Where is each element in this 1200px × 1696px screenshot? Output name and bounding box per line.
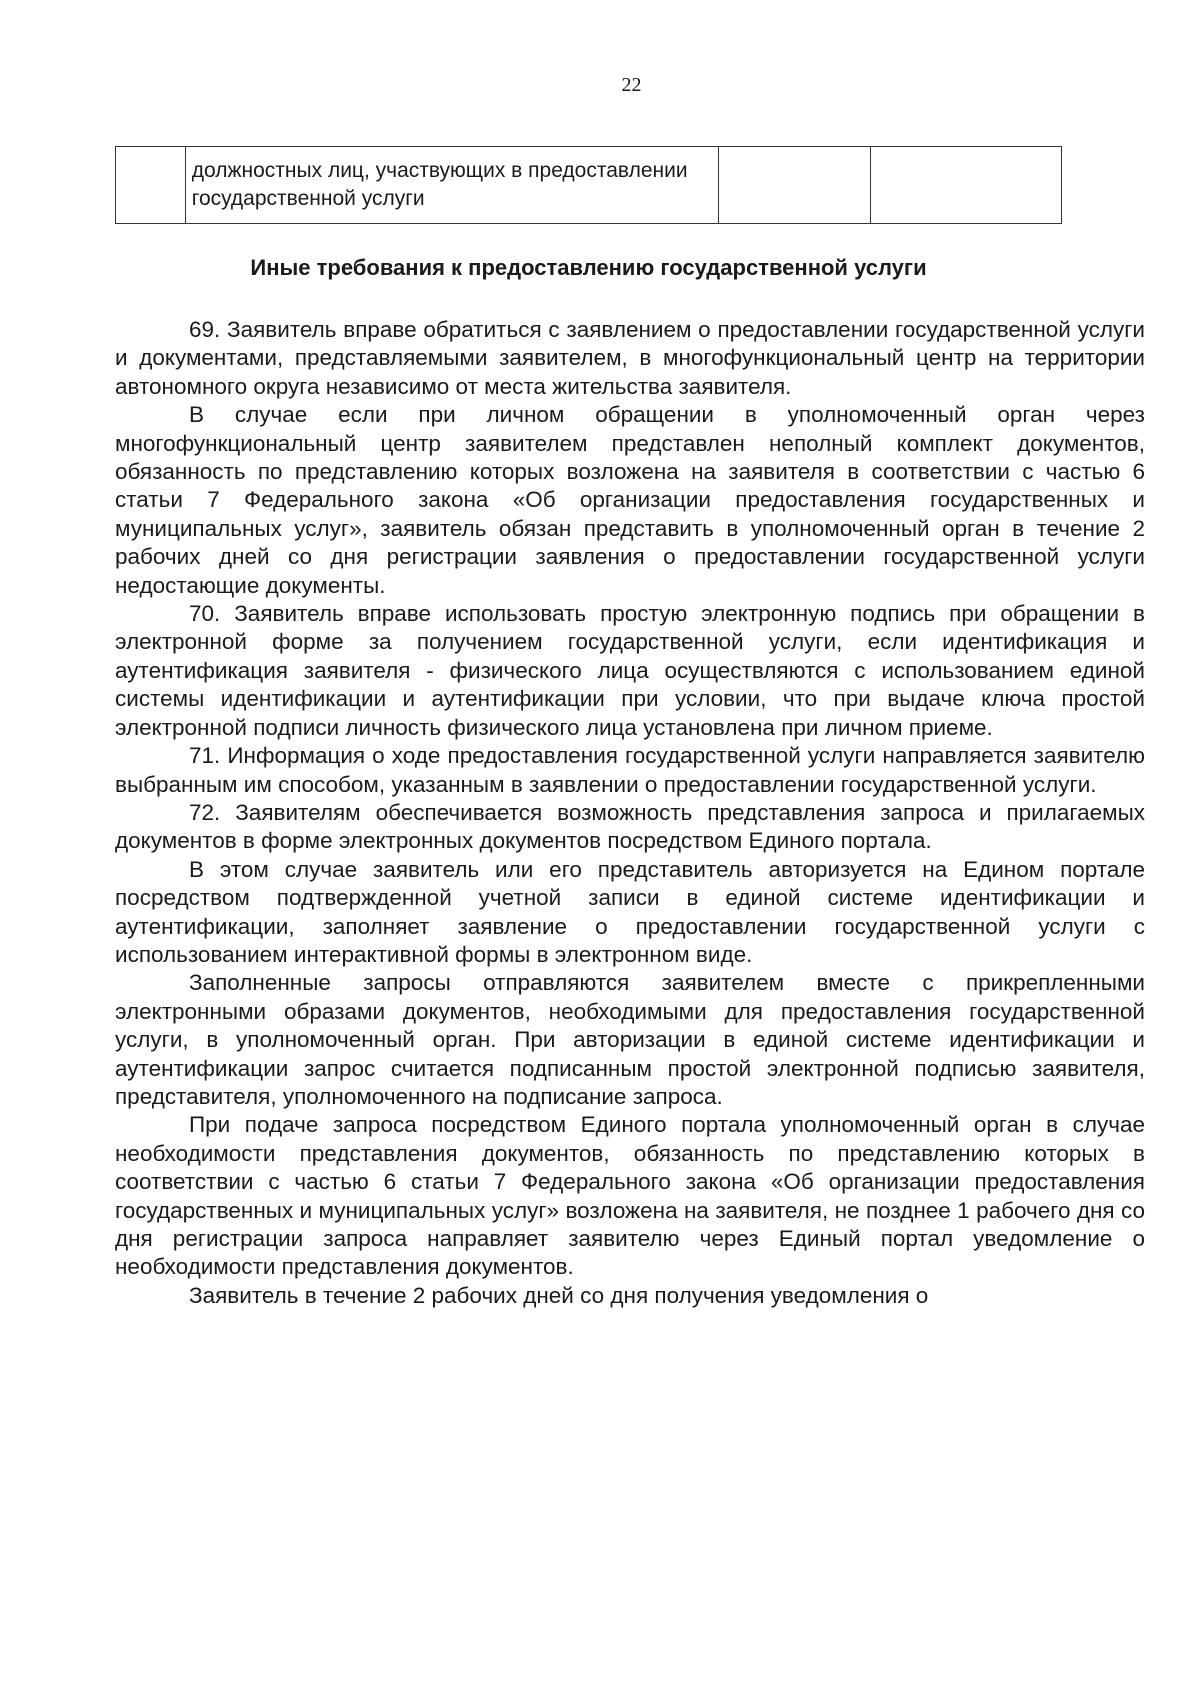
paragraph-71: 71. Информация о ходе предоставления государственной услуги направляется заявителю выбранным им способом, указанным в заявлении о предоставлении государственной услуги. <box>115 743 1145 797</box>
table-cell-number <box>116 147 186 224</box>
section-heading: Иные требования к предоставлению государственной услуги <box>250 255 927 280</box>
table-row <box>116 147 1062 224</box>
paragraph-72-auth: В этом случае заявитель или его представитель авторизуется на Едином портале посредством подтвержденной учетной записи в единой системе идентификации и аутентификации, заполняет заявление о предоставлении государственной услуги с использованием интерактивной формы в электронном виде. <box>115 856 1145 967</box>
paragraph-72-requests: Заполненные запросы отправляются заявителем вместе с прикрепленными электронными образами документов, необходимыми для предоставления государственной услуги, в уполномоченный орган. При авторизации в единой системе идентификации и аутентификации запрос считается подписанным простой электронной подписью заявителя, представителя, уполномоченного на подписание запроса. <box>115 970 1145 1109</box>
paragraph-69-cont: В случае если при личном обращении в уполномоченный орган через многофункциональный центр заявителем представлен неполный комплект документов, обязанность по представлению которых возложена на заявителя в соответствии с частью 6 статьи 7 Федерального закона «Об организации предоставления государственных и муниципальных услуг», заявитель обязан представить в уполномоченный орган в течение 2 рабочих дней со дня регистрации заявления о предоставлении государственной услуги недостающие документы. <box>115 402 1145 598</box>
paragraph-72-notice: Заявитель в течение 2 рабочих дней со дня получения уведомления о <box>189 1282 929 1308</box>
paragraph-72-portal: При подаче запроса посредством Единого портала уполномоченный орган в случае необходимости представления документов, обязанность по представлению которых в соответствии с частью 6 статьи 7 Федерального закона «Об организации предоставления государственных и муниципальных услуг» возложена на заявителя, не позднее 1 рабочего дня со дня регистрации запроса направляет заявителю через Единый портал уведомление о необходимости представления документов. <box>115 1112 1145 1280</box>
paragraph-72: 72. Заявителям обеспечивается возможность представления запроса и прилагаемых документов в форме электронных документов посредством Единого портала. <box>115 799 1145 854</box>
table-cell-empty <box>870 147 1061 224</box>
paragraph-69: 69. Заявитель вправе обратиться с заявлением о предоставлении государственной услуги и документами, представляемыми заявителем, в многофункциональный центр на территории автономного округа независимо от места жительства заявителя. <box>115 317 1145 399</box>
document-body <box>115 316 1145 1310</box>
continuation-table <box>115 146 1062 224</box>
table-cell-description: должностных лиц, участвующих в предоставлении государственной услуги <box>185 147 718 224</box>
paragraph-70: 70. Заявитель вправе использовать простую электронную подпись при обращении в электронной форме за получением государственной услуги, если идентификация и аутентификация заявителя - физического лица осуществляются с использованием единой системы идентификации и аутентификации при условии, что при выдаче ключа простой электронной подписи личность физического лица установлена при личном приеме. <box>115 601 1145 740</box>
table-cell-empty <box>718 147 870 224</box>
page-number: 22 <box>621 74 642 96</box>
